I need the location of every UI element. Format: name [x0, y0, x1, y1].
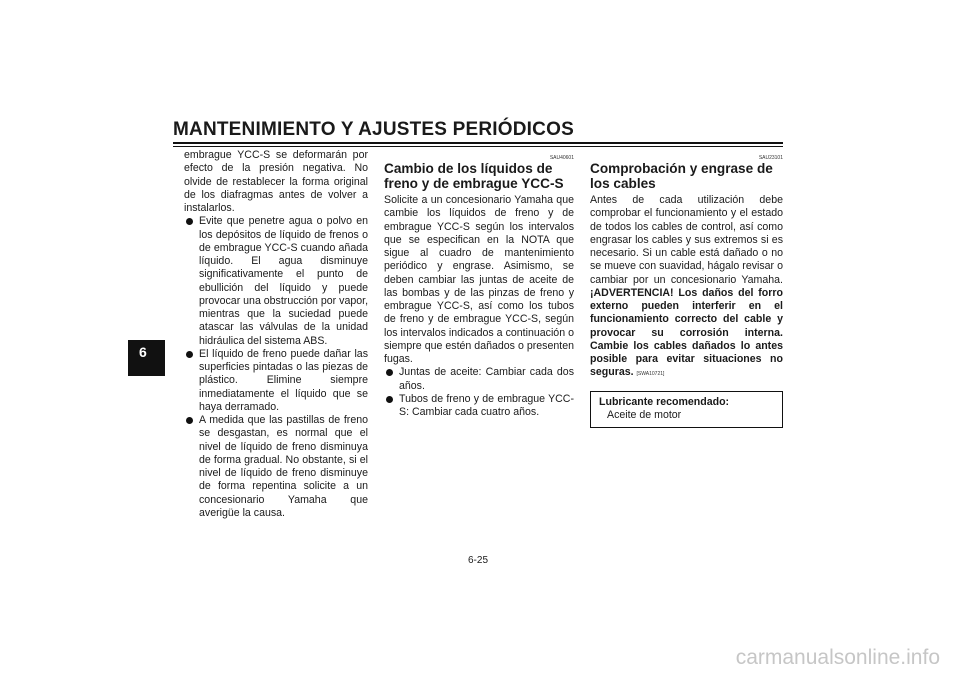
list-item	[184, 215, 368, 348]
bullet-icon	[186, 351, 193, 358]
list-item-text: Juntas de aceite: Cambiar cada dos años.	[399, 366, 574, 392]
warning-code: [SWA10721]	[636, 371, 665, 378]
bullet-icon	[186, 417, 193, 424]
list-item	[184, 414, 368, 520]
column-right	[590, 149, 783, 428]
section-body: Solicite a un concesionario Yamaha que cambie los líquidos de freno y de embrague YCC-S según los intervalos que se especifican en la NOTA que sigue al cuadro de mantenimiento periódico y engrase. Asimismo, se deben cambiar las juntas de aceite de las bombas y de las pinzas de freno y embrague YCC-S, así como los tubos de freno y de embrague YCC-S, según los intervalos indicados a continuación o siempre que estén dañados o presenten fugas.	[384, 194, 574, 365]
chapter-number: 6	[139, 344, 147, 360]
column-middle	[384, 149, 574, 419]
intro-paragraph: embrague YCC-S se deformarán por efecto de la presión negativa. No olvide de restablecer la forma original de los diafragmas antes de volver a instalarlos.	[184, 149, 368, 214]
list-item-text: Evite que penetre agua o polvo en los depósitos de líquido de frenos o de embrague YCC-S cuando añada líquido. El agua disminuye significativamente el punto de ebullición del líquido y puede provocar una obstrucción por vapor, mientras que la suciedad puede atascar las válvulas de la unidad hidráulica del sistema ABS.	[199, 215, 369, 347]
page-title: MANTENIMIENTO Y AJUSTES PERIÓDICOS	[173, 119, 574, 140]
section-title-cables: Comprobación y engrase de los cables	[590, 161, 773, 191]
section-title-fluids: Cambio de los líquidos de freno y de embrague YCC-S	[384, 161, 564, 191]
list-item-text: El líquido de freno puede dañar las superficies pintadas o las piezas de plástico. Elimine siempre inmediatamente el líquido que se haya derramado.	[199, 347, 368, 413]
column-left	[184, 149, 368, 520]
page-number: 6-25	[468, 555, 489, 566]
lubricant-box	[590, 391, 783, 428]
list-item	[384, 366, 574, 393]
section-body	[590, 194, 783, 382]
list-item	[184, 348, 368, 414]
warning-text: ¡ADVERTENCIA! Los daños del forro externo pueden interferir en el funcionamiento correcto del cable y provocar su corrosión interna. Cambie los cables dañados lo antes posible para evitar situaciones no seguras.	[590, 286, 783, 379]
list-item-text: Tubos de freno y de embrague YCC-S: Cambiar cada cuatro años.	[399, 392, 574, 418]
bullet-icon	[386, 396, 393, 403]
title-rule	[173, 142, 783, 144]
body-text: Antes de cada utilización debe comprobar el funcionamiento y el estado de todos los cables de control, así como engrasar los cables y sus extremos si es necesario. Si un cable está dañado o no se mueve con suavidad, hágalo revisar o cambiar por un concesionario Yamaha.	[590, 194, 783, 286]
section-code: SAU23101	[758, 155, 783, 161]
watermark: carmanualsonline.info	[735, 646, 940, 669]
bullet-icon	[386, 369, 393, 376]
list-item	[384, 393, 574, 420]
title-rule-thin	[173, 146, 783, 147]
lubricant-value: Aceite de motor	[607, 408, 682, 421]
lubricant-label: Lubricante recomendado:	[599, 395, 730, 408]
section-code: SAU40601	[549, 155, 574, 161]
list-item-text: A medida que las pastillas de freno se desgastan, es normal que el nivel de líquido de freno disminuya de forma gradual. No obstante, si el nivel de líquido de freno disminuye de forma repentina solicite a un concesionario Yamaha que averigüe la causa.	[199, 414, 368, 519]
bullet-icon	[186, 218, 193, 225]
chapter-tab	[128, 340, 165, 376]
